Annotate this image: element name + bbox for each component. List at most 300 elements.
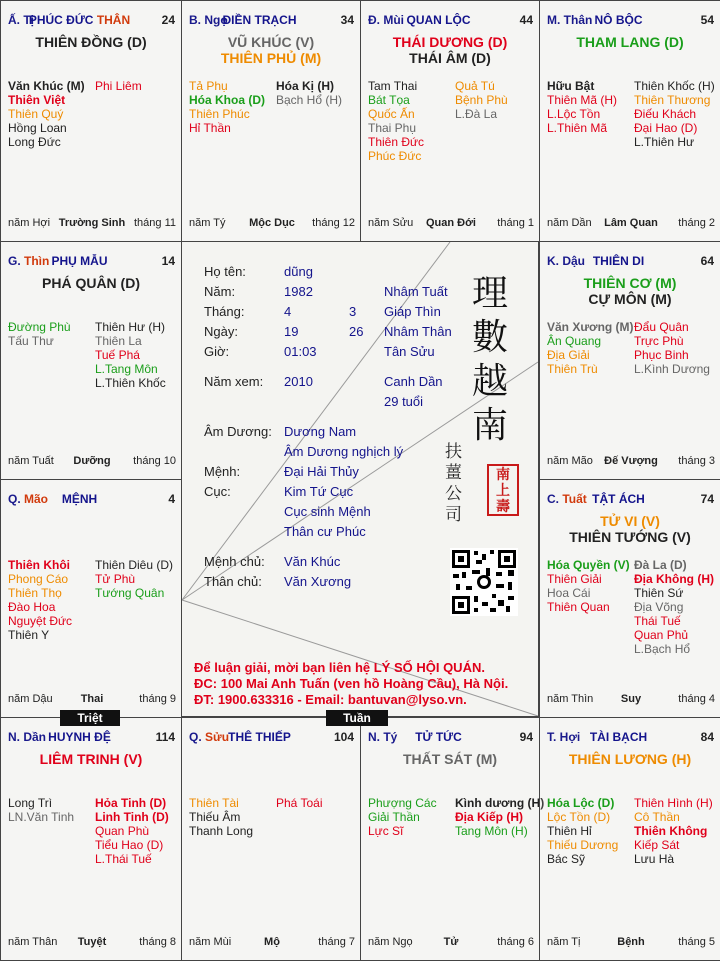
main-star: THIÊN PHỦ (M) [220, 50, 322, 66]
palace-number: 24 [161, 13, 175, 27]
main-star: THIÊN LƯƠNG (H) [568, 751, 692, 767]
footer-year: năm Dậu [8, 693, 53, 705]
minor-star: Long Trì [8, 796, 53, 810]
palace-code: N. Tý [368, 730, 398, 744]
minor-star: Thiếu Dương [547, 838, 619, 852]
palace-cell-ty [360, 717, 545, 961]
palace-header [368, 13, 533, 29]
minor-star: Linh Tinh (D) [95, 810, 169, 824]
minor-star: Trực Phù [634, 334, 684, 348]
minor-star: Thiên Y [8, 628, 50, 642]
main-star: PHÁ QUÂN (D) [42, 275, 140, 291]
main-stars [1, 34, 181, 50]
value-day-solar: 19 [284, 324, 299, 339]
palace-header [189, 13, 354, 29]
value-can-hour: Tân Sửu [384, 344, 435, 359]
palace-footer [547, 936, 715, 950]
palace-name [368, 730, 509, 744]
palace-footer [547, 693, 715, 707]
palace-code: Ấ. Tị [8, 13, 34, 27]
palace-number: 114 [155, 730, 175, 744]
minor-star: Địa Kiếp (H) [455, 810, 524, 824]
minor-star: Thai Phụ [368, 121, 417, 135]
minor-star: LN.Văn Tinh [8, 810, 75, 824]
footer-phase: Bệnh [617, 936, 645, 948]
minor-star: Thái Tuế [634, 614, 681, 628]
minor-star: Lộc Tồn (D) [547, 810, 611, 824]
minor-stars-left [8, 320, 98, 348]
palace-code: B. Ngọ [189, 13, 228, 27]
minor-star: Phượng Các [368, 796, 437, 810]
value-can-view: Canh Dần [384, 374, 443, 389]
main-star: LIÊM TRINH (V) [39, 751, 143, 767]
minor-star: Tấu Thư [8, 334, 54, 348]
minor-star: Đường Phù [8, 320, 71, 334]
minor-stars-right [95, 79, 183, 93]
minor-star: Thiên Mã (H) [547, 93, 618, 107]
footer-month: tháng 12 [312, 217, 355, 229]
minor-star: Bệnh Phù [455, 93, 508, 107]
minor-star: Long Đức [8, 135, 61, 149]
palace-cell-hoi [539, 717, 720, 961]
minor-star: Phục Binh [634, 348, 689, 362]
palace-number: 84 [700, 730, 714, 744]
palace-number: 34 [340, 13, 354, 27]
palace-header [8, 254, 175, 270]
palace-number: 14 [161, 254, 175, 268]
minor-stars-right [634, 320, 720, 376]
label-view-year: Năm xem: [204, 374, 264, 389]
palace-header [189, 730, 354, 746]
main-stars [361, 34, 539, 66]
label-menh: Mệnh: [204, 464, 241, 479]
minor-star: Hỉ Thần [189, 121, 231, 135]
minor-star: Tang Môn (H) [455, 824, 528, 838]
tuan-marker: Tuần [326, 710, 388, 726]
palace-cell-dan [0, 717, 182, 961]
minor-stars-left [368, 796, 458, 838]
minor-star: Thanh Long [189, 824, 254, 838]
footer-phase: Dưỡng [73, 455, 111, 467]
footer-phase: Suy [620, 693, 642, 705]
minor-star: Địa Võng [634, 600, 684, 614]
calligraphy-char: 理 [471, 273, 508, 314]
minor-star: Phong Cáo [8, 572, 69, 586]
main-stars [540, 751, 720, 767]
minor-star: L.Lộc Tồn [547, 107, 601, 121]
palace-branch: Sửu [205, 730, 230, 744]
footer-year: năm Thìn [547, 693, 594, 705]
minor-star: Điếu Khách [634, 107, 697, 121]
minor-star: Hóa Quyền (V) [547, 558, 630, 572]
palace-header [547, 492, 714, 508]
minor-star: Thiên Khôi [8, 558, 70, 572]
footer-year: năm Dần [547, 217, 592, 229]
contact-note-3: ĐT: 1900.633316 - Email: bantuvan@lyso.vn. [194, 692, 467, 707]
palace-footer [547, 455, 715, 469]
minor-star: Phi Liêm [95, 79, 142, 93]
footer-year: năm Tị [547, 936, 581, 948]
palace-cell-ngo [181, 0, 361, 242]
minor-star: Lưu Hà [634, 852, 675, 866]
palace-branch: Tuất [562, 492, 587, 506]
palace-code: Q. [189, 730, 202, 744]
minor-star: Bát Tọa [368, 93, 410, 107]
value-hour: 01:03 [284, 344, 317, 359]
minor-stars-left [547, 320, 637, 376]
minor-star: Tử Phù [95, 572, 136, 586]
palace-code: Đ. Mùi [368, 13, 404, 27]
main-star: THIÊN CƠ (M) [583, 275, 677, 291]
footer-phase: Thai [80, 693, 104, 705]
contact-note-2: ĐC: 100 Mai Anh Tuấn (ven hồ Hoàng Cầu), Hà Nội. [194, 676, 509, 691]
main-star: THẤT SÁT (M) [402, 751, 498, 767]
palace-name-text: TỬ TỨC [415, 730, 462, 744]
minor-star: Cô Thần [634, 810, 680, 824]
minor-stars-right [95, 320, 183, 390]
main-star: THÁI DƯƠNG (D) [392, 34, 508, 50]
subscript-char: 司 [445, 505, 462, 525]
minor-stars-left [8, 796, 98, 824]
palace-cell-thin [0, 241, 182, 480]
minor-stars-left [8, 79, 98, 149]
footer-month: tháng 4 [678, 693, 715, 705]
minor-stars-left [547, 79, 637, 135]
minor-star: Thiên Việt [8, 93, 66, 107]
palace-name [547, 492, 690, 506]
minor-star: Thiên Tài [189, 796, 239, 810]
footer-year: năm Mão [547, 455, 593, 467]
palace-name [8, 13, 151, 27]
palace-footer [547, 217, 715, 231]
palace-name-text: TẬT ÁCH [592, 492, 645, 506]
footer-phase: Mộ [264, 936, 280, 948]
minor-star: Hồng Loan [8, 121, 67, 135]
minor-star: Thiên Sứ [634, 586, 684, 600]
palace-name [547, 730, 690, 744]
footer-phase: Đế Vượng [604, 455, 658, 467]
minor-star: Thiên Trù [547, 362, 598, 376]
palace-code: T. Hợi [547, 730, 581, 744]
calligraphy-subscript [445, 442, 465, 526]
value-amduong: Dương Nam [284, 424, 357, 439]
minor-star: Địa Không (H) [634, 572, 714, 586]
minor-star: Thiên Thọ [8, 586, 62, 600]
palace-number: 94 [519, 730, 533, 744]
minor-star: Thiên Đức [368, 135, 425, 149]
palace-name-text: PHỤ MẪU [51, 254, 108, 268]
main-star: THÁI ÂM (D) [409, 50, 491, 66]
minor-star: Phúc Đức [368, 149, 422, 163]
main-stars [540, 34, 720, 50]
palace-footer [8, 217, 176, 231]
palace-footer [189, 936, 355, 950]
label-day: Ngày: [204, 324, 238, 339]
palace-header [368, 730, 533, 746]
footer-phase: Tử [443, 936, 459, 948]
minor-stars-right [276, 79, 364, 107]
minor-star: Thiên Thương [634, 93, 711, 107]
value-month-solar: 4 [284, 304, 292, 319]
minor-star: Tả Phụ [189, 79, 228, 93]
footer-phase: Mộc Dục [249, 217, 295, 229]
seal-char: 壽 [496, 498, 510, 514]
footer-month: tháng 6 [497, 936, 534, 948]
minor-star: Quốc Ấn [368, 107, 415, 121]
minor-star: Quan Phù [95, 824, 150, 838]
label-hour: Giờ: [204, 344, 230, 359]
minor-star: Thiên Hư (H) [95, 320, 166, 334]
calligraphy-char: 南 [471, 405, 508, 446]
label-month: Tháng: [204, 304, 245, 319]
minor-star: Kiếp Sát [634, 838, 680, 852]
palace-code: C. [547, 492, 559, 506]
value-can-year: Nhâm Tuất [384, 284, 448, 299]
minor-star: L.Thiên Khốc [95, 376, 166, 390]
palace-name-text: THÊ THIẾP [228, 730, 291, 744]
minor-stars-left [547, 796, 637, 866]
palace-number: 64 [700, 254, 714, 268]
minor-star: Hóa Kị (H) [276, 79, 334, 93]
minor-stars-left [368, 79, 458, 163]
minor-star: L.Thiên Mã [547, 121, 608, 135]
main-stars [540, 513, 720, 545]
than-badge: THÂN [96, 13, 131, 27]
minor-star: Lực Sĩ [368, 824, 404, 838]
value-menh: Đại Hải Thủy [284, 464, 359, 479]
footer-month: tháng 9 [139, 693, 176, 705]
footer-month: tháng 10 [133, 455, 176, 467]
palace-header [8, 13, 175, 29]
footer-year: năm Tuất [8, 455, 54, 467]
palace-footer [8, 936, 176, 950]
minor-star: Đại Hao (D) [634, 121, 698, 135]
footer-year: năm Sửu [368, 217, 414, 229]
main-stars [361, 751, 539, 767]
qr-code[interactable] [450, 548, 518, 616]
minor-star: Hoa Cái [547, 586, 591, 600]
footer-phase: Quan Đới [426, 217, 476, 229]
main-stars [540, 275, 720, 307]
palace-header [547, 730, 714, 746]
minor-star: Thiên Không [634, 824, 708, 838]
palace-code: M. Thân [547, 13, 593, 27]
palace-number: 54 [700, 13, 714, 27]
minor-star: Thiên Giải [547, 572, 602, 586]
value-can-day: Nhâm Thân [384, 324, 452, 339]
palace-name-text: NÔ BỘC [594, 13, 643, 27]
minor-stars-left [189, 796, 279, 838]
minor-stars-right [455, 79, 543, 121]
seal-char: 南 [496, 466, 510, 482]
main-star: TỬ VI (V) [600, 513, 660, 529]
minor-stars-right [634, 79, 720, 149]
palace-name [8, 492, 151, 506]
minor-stars-right [634, 558, 720, 656]
minor-star: Địa Giải [547, 348, 590, 362]
palace-cell-suu [181, 717, 361, 961]
minor-star: Hóa Khoa (D) [189, 93, 265, 107]
minor-star: Hữu Bật [547, 79, 595, 93]
palace-name-text: TÀI BẠCH [589, 730, 648, 744]
minor-star: Thiên Khốc (H) [634, 79, 715, 93]
minor-star: Nguyệt Đức [8, 614, 73, 628]
value-can-month: Giáp Thìn [384, 304, 441, 319]
minor-star: Thiên Diêu (D) [95, 558, 174, 572]
palace-header [8, 492, 175, 508]
minor-stars-right [634, 796, 720, 866]
footer-month: tháng 2 [678, 217, 715, 229]
value-than-cu: Thân cư Phúc [284, 524, 366, 539]
minor-star: Thiên Hỉ [547, 824, 592, 838]
minor-star: Ân Quang [547, 334, 602, 348]
palace-number: 104 [333, 730, 354, 744]
seal-char: 上 [496, 482, 510, 498]
palace-name [189, 13, 330, 27]
value-year: 1982 [284, 284, 313, 299]
footer-month: tháng 8 [139, 936, 176, 948]
footer-year: năm Thân [8, 936, 58, 948]
minor-star: Kình dương (H) [455, 796, 545, 810]
main-stars [182, 34, 360, 66]
minor-stars-right [95, 558, 183, 600]
minor-star: Phá Toái [276, 796, 323, 810]
value-cuc: Kim Tứ Cục [284, 484, 354, 499]
palace-number: 74 [700, 492, 714, 506]
minor-star: Thiên Hình (H) [634, 796, 713, 810]
minor-star: Văn Xương (M) [547, 320, 634, 334]
value-than-chu: Văn Xương [284, 574, 352, 589]
minor-star: Hỏa Tinh (D) [95, 796, 167, 810]
value-day-lunar: 26 [349, 324, 364, 339]
footer-phase: Tuyệt [77, 936, 107, 948]
minor-star: Thiên Quan [547, 600, 610, 614]
palace-name [8, 254, 151, 268]
minor-star: Quan Phủ [634, 628, 689, 642]
main-star: VŨ KHÚC (V) [227, 34, 315, 50]
palace-name-text: PHÚC ĐỨC [28, 13, 94, 27]
label-year: Năm: [204, 284, 236, 299]
palace-name [8, 730, 151, 744]
palace-number: 44 [519, 13, 533, 27]
palace-code: K. Dậu [547, 254, 586, 268]
subscript-char: 扶 [445, 442, 462, 462]
main-star: THAM LANG (D) [576, 34, 684, 50]
palace-name-text: ĐIỀN TRẠCH [222, 13, 297, 27]
palace-branch: Thìn [24, 254, 50, 268]
label-menh-chu: Mệnh chủ: [204, 554, 265, 569]
value-cuc2: Cục sinh Mệnh [284, 504, 371, 519]
footer-year: năm Tý [189, 217, 226, 229]
palace-cell-mao [0, 479, 182, 718]
minor-star: Thiên Quý [8, 107, 64, 121]
main-star: CỰ MÔN (M) [588, 291, 672, 307]
subscript-char: 公 [445, 484, 462, 504]
main-stars [1, 275, 181, 291]
palace-cell-than [539, 0, 720, 242]
footer-year: năm Hợi [8, 217, 51, 229]
minor-star: Thiên Phúc [189, 107, 250, 121]
minor-stars-right [95, 796, 183, 866]
minor-star: Giải Thần [368, 810, 420, 824]
minor-stars-left [8, 558, 98, 642]
minor-star: Đào Hoa [8, 600, 56, 614]
value-amduong2: Âm Dương nghịch lý [284, 444, 404, 459]
palace-cell-dau [539, 241, 720, 480]
palace-name-text: HUYNH ĐỆ [48, 730, 111, 744]
footer-year: năm Ngọ [368, 936, 413, 948]
minor-star: Quả Tú [455, 79, 495, 93]
palace-header [547, 13, 714, 29]
value-age: 29 tuổi [384, 394, 424, 409]
label-than-chu: Thân chủ: [204, 574, 262, 589]
footer-month: tháng 3 [678, 455, 715, 467]
minor-stars-right [276, 796, 364, 810]
minor-star: L.Đà La [455, 107, 498, 121]
minor-stars-left [189, 79, 279, 135]
palace-cell-tuat [539, 479, 720, 718]
main-stars [1, 751, 181, 767]
palace-footer [368, 217, 534, 231]
minor-star: Thiếu Âm [189, 810, 241, 824]
minor-star: Tuế Phá [95, 348, 140, 362]
minor-star: Thiên La [95, 334, 142, 348]
main-star: THIÊN ĐỒNG (D) [35, 34, 147, 50]
footer-phase: Lâm Quan [604, 217, 658, 229]
palace-name-text: THIÊN DI [592, 254, 645, 268]
palace-footer [368, 936, 534, 950]
value-menh-chu: Văn Khúc [284, 554, 341, 569]
subscript-char: 薑 [445, 463, 462, 483]
palace-cell-ti [0, 0, 182, 242]
footer-month: tháng 11 [133, 217, 176, 229]
palace-header [8, 730, 175, 746]
footer-month: tháng 5 [678, 936, 715, 948]
minor-star: L.Thái Tuế [95, 852, 152, 866]
palace-name [368, 13, 509, 27]
red-seal-stamp [487, 464, 519, 516]
palace-code: N. Dần [8, 730, 47, 744]
label-amduong: Âm Dương: [204, 424, 272, 439]
minor-star: Tướng Quân [95, 586, 165, 600]
value-view-year: 2010 [284, 374, 313, 389]
calligraphy-title [468, 272, 512, 448]
contact-note-1: Để luận giải, mời bạn liên hệ LÝ SỐ HỘI QUÁN. [194, 660, 485, 675]
palace-branch: Mão [24, 492, 49, 506]
footer-month: tháng 1 [497, 217, 534, 229]
minor-stars-right [455, 796, 543, 838]
calligraphy-char: 數 [471, 317, 508, 358]
triet-marker: Triệt [60, 710, 120, 726]
center-info-panel [181, 241, 539, 717]
label-cuc: Cục: [204, 484, 231, 499]
minor-star: L.Bạch Hổ [634, 642, 691, 656]
main-star: THIÊN TƯỚNG (V) [569, 529, 691, 545]
palace-name-text: QUAN LỘC [406, 13, 471, 27]
palace-name-text: MỆNH [61, 492, 98, 506]
minor-star: Bác Sỹ [547, 852, 586, 866]
palace-number: 4 [168, 492, 175, 506]
footer-month: tháng 7 [318, 936, 355, 948]
minor-star: Tam Thai [368, 79, 418, 93]
palace-name [547, 13, 690, 27]
palace-name [189, 730, 330, 744]
palace-footer [8, 693, 176, 707]
minor-star: L.Tang Môn [95, 362, 158, 376]
palace-footer [8, 455, 176, 469]
minor-star: Bạch Hổ (H) [276, 93, 343, 107]
footer-year: năm Mùi [189, 936, 232, 948]
